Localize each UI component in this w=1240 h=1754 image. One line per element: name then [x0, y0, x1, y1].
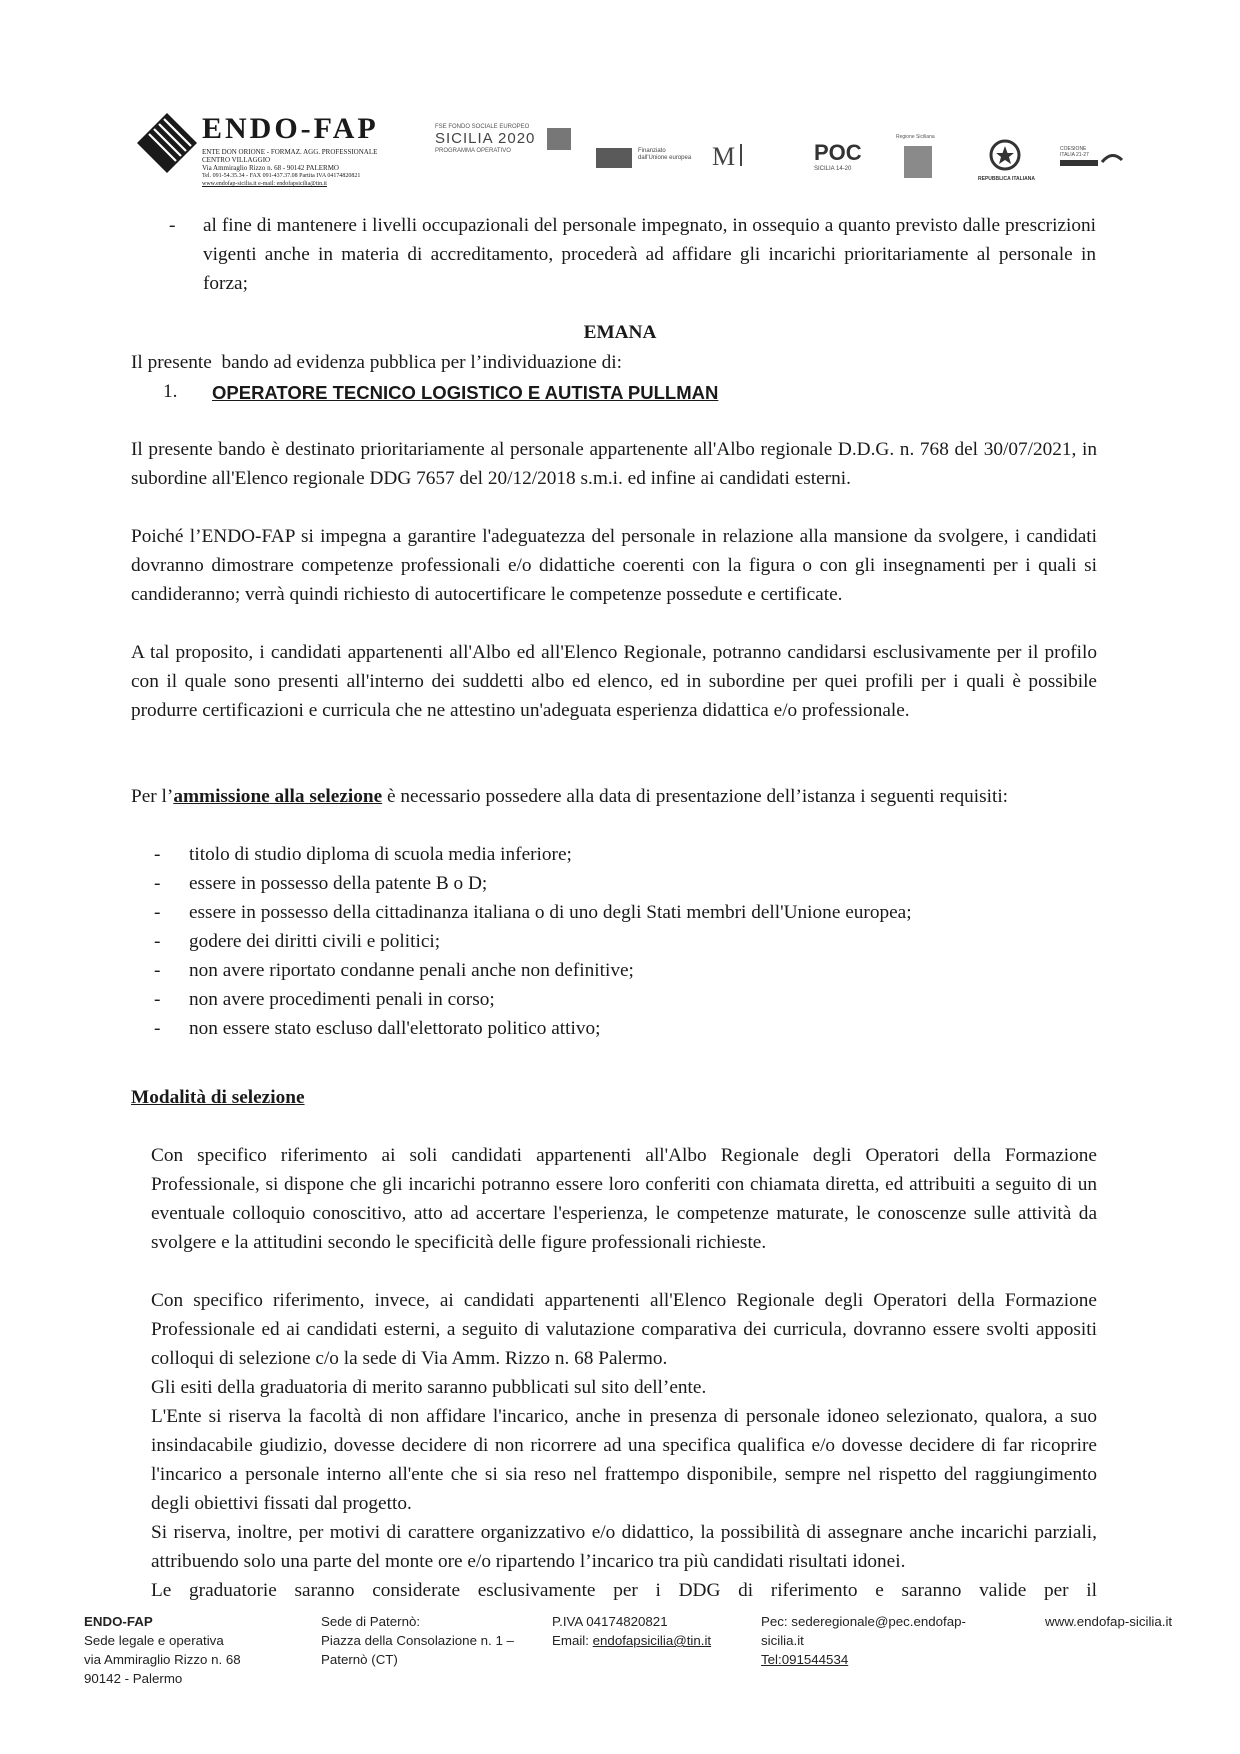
eu-flag-icon — [596, 148, 632, 168]
logo-sub-line: Via Ammiraglio Rizzo n. 68 - 90142 PALERMO — [202, 164, 339, 172]
ammissione-highlight: ammissione alla selezione — [173, 786, 383, 807]
bullet-dash: - — [154, 873, 161, 894]
paragraph-adeguatezza: Poiché l’ENDO-FAP si impegna a garantire l'adeguatezza del personale in relazione alla mansione da svolgere, i candidati dovranno dimostrare competenze professionali e/o didattiche coerenti con la figura o con gli insegnamenti per i quali si candideranno; verrà quindi richiesto di autocertificare le competenze possedute e certificate. — [131, 526, 1097, 605]
footer-col-paterno: Sede di Paternò: Piazza della Consolazione n. 1 – Paternò (CT) — [321, 1614, 514, 1667]
modalita-heading: Modalità di selezione — [131, 1087, 305, 1108]
profile-title: OPERATORE TECNICO LOGISTICO E AUTISTA PULLMAN — [212, 382, 719, 403]
footer-email-link[interactable]: endofapsicilia@tin.it — [592, 1633, 712, 1648]
bullet-dash: - — [169, 215, 176, 236]
requisito-item: godere dei diritti civili e politici; — [189, 931, 441, 952]
bullet-dash: - — [154, 931, 161, 952]
requisito-item: non avere riportato condanne penali anche non definitive; — [189, 960, 634, 981]
paragraph-modalita-albo: Con specifico riferimento ai soli candidati appartenenti all'Albo Regionale degli Operatori della Formazione Professionale, si dispone che gli incarichi potranno essere loro conferiti con chiamata diretta, ed attribuiti a seguito di un eventuale colloquio conoscitivo, atto ad accertare l'esperienza, le competenze maturate, le conoscenze sulle attività da svolgere e la attitudini secondo le specificità delle figure professionali richieste. — [151, 1145, 1097, 1253]
regione-siciliana-logo: Regione Siciliana — [896, 134, 946, 186]
footer-col-piva: P.IVA 04174820821 Email: endofapsicilia@tin.it — [552, 1614, 712, 1648]
regione-crest-icon — [904, 146, 932, 178]
footer-col-pec: Pec: sederegionale@pec.endofap- sicilia.it Tel:091544534 — [761, 1614, 966, 1667]
ministero-logo — [712, 142, 774, 172]
coesione-italia-logo: COESIONE ITALIA 21-27 — [1060, 146, 1126, 172]
paragraph-esiti: Gli esiti della graduatoria di merito saranno pubblicati sul sito dell’ente. — [151, 1377, 707, 1398]
bullet-dash: - — [154, 844, 161, 865]
ministero-ml-icon: M — [712, 142, 736, 171]
requisito-item: non avere procedimenti penali in corso; — [189, 989, 495, 1010]
logo-sub-line: Tel. 091-54.35.34 - FAX 091-437.37.08 Partita IVA 04174820821 — [202, 173, 361, 179]
profile-number: 1. — [163, 381, 178, 402]
paragraph-incarichi-parziali: Si riserva, inoltre, per motivi di carattere organizzativo e/o didattico, la possibilità di assegnare anche incarichi parziali, attribuendo solo una parte del monte ore e/o ripartendo l’incarico tra più candidati risultati idonei. — [151, 1522, 1097, 1572]
footer-tel-link[interactable]: Tel:091544534 — [761, 1652, 849, 1667]
endofap-diamond-icon — [136, 112, 198, 174]
poc-logo: POC SICILIA 14-20 — [814, 140, 862, 172]
logo-sub-line: ENTE DON ORIONE - FORMAZ. AGG. PROFESSIONALE — [202, 148, 378, 156]
emana-heading: EMANA — [583, 322, 657, 343]
requisito-item: non essere stato escluso dall'elettorato politico attivo; — [189, 1018, 601, 1039]
requisito-item: titolo di studio diploma di scuola media inferiore; — [189, 844, 572, 865]
footer-website[interactable]: www.endofap-sicilia.it — [1045, 1614, 1173, 1629]
logo-title: ENDO-FAP — [202, 112, 379, 145]
sicily-map-icon — [547, 128, 571, 150]
bullet-dash: - — [154, 902, 161, 923]
bullet-dash: - — [154, 989, 161, 1010]
footer-col-endofap: ENDO-FAP Sede legale e operativa via Ammiraglio Rizzo n. 68 90142 - Palermo — [84, 1614, 241, 1686]
paragraph-graduatorie: Le graduatorie saranno considerate esclusivamente per i DDG di riferimento e saranno valide per il — [151, 1580, 1097, 1601]
bando-line: Il presente bando ad evidenza pubblica per l’individuazione di: — [131, 352, 622, 373]
requisito-item: essere in possesso della patente B o D; — [189, 873, 488, 894]
repubblica-emblem-icon — [988, 138, 1022, 172]
eu-flag-logo: Finanziato dall'Unione europea — [596, 146, 756, 170]
paragraph-ammissione: Per l’ammissione alla selezione è necessario possedere alla data di presentazione dell’istanza i seguenti requisiti: — [131, 786, 1009, 807]
paragraph-facolta: L'Ente si riserva la facoltà di non affidare l'incarico, anche in presenza di personale idoneo selezionato, qualora, a suo insindacabile giudizio, dovesse decidere di non ricorrere ad una specifica qualifica e/o dovesse decidere di far ricoprire l'incarico a personale interno all'ente che si sia reso nel frattempo disponibile, sempre nel rispetto del raggiungimento degli obiettivi fissati dal progetto. — [151, 1406, 1097, 1514]
repubblica-italiana-logo: REPUBBLICA ITALIANA — [978, 138, 1040, 184]
paragraph-proposito: A tal proposito, i candidati appartenenti all'Albo ed all'Elenco Regionale, potranno candidarsi esclusivamente per il profilo con il quale sono presenti all'interno dei suddetti albo ed elenco, ed in subordine per quei profili per i quali è possibile produrre certificazioni e curricula che ne attestino un'adeguata esperienza didattica e/o professionale. — [131, 642, 1097, 721]
endofap-logo — [136, 112, 382, 200]
requisito-item: essere in possesso della cittadinanza italiana o di uno degli Stati membri dell'Unione europea; — [189, 902, 912, 923]
coesione-arrow-icon — [1100, 150, 1124, 168]
intro-bullet-paragraph: al fine di mantenere i livelli occupazionali del personale impegnato, in ossequio a quanto previsto dalle prescrizioni vigenti anche in materia di accreditamento, procederà ad affidare gli incarichi prioritariamente al personale in forza; — [203, 215, 1096, 294]
logo-sub-line: CENTRO VILLAGGIO — [202, 156, 271, 164]
bullet-dash: - — [154, 1018, 161, 1039]
logo-sub-line: www.endofap-sicilia.it e-mail: endofapsicilia@tin.it — [202, 181, 327, 187]
sicilia-2020-logo: FSE FONDO SOCIALE EUROPEO SICILIA 2020 PROGRAMMA OPERATIVO — [435, 124, 575, 164]
paragraph-destinatari: Il presente bando è destinato prioritariamente al personale appartenente all'Albo regionale D.D.G. n. 768 del 30/07/2021, in subordine all'Elenco regionale DDG 7657 del 20/12/2018 s.m.i. ed infine ai candidati esterni. — [131, 439, 1097, 489]
paragraph-modalita-elenco: Con specifico riferimento, invece, ai candidati appartenenti all'Elenco Regionale degli Operatori della Formazione Professionale ed ai candidati esterni, a seguito di valutazione comparativa dei curricula, dovranno essere svolti appositi colloqui di selezione c/o la sede di Via Amm. Rizzo n. 68 Palermo. — [151, 1290, 1097, 1369]
bullet-dash: - — [154, 960, 161, 981]
sicilia-2020-text: SICILIA 2020 — [435, 130, 536, 147]
